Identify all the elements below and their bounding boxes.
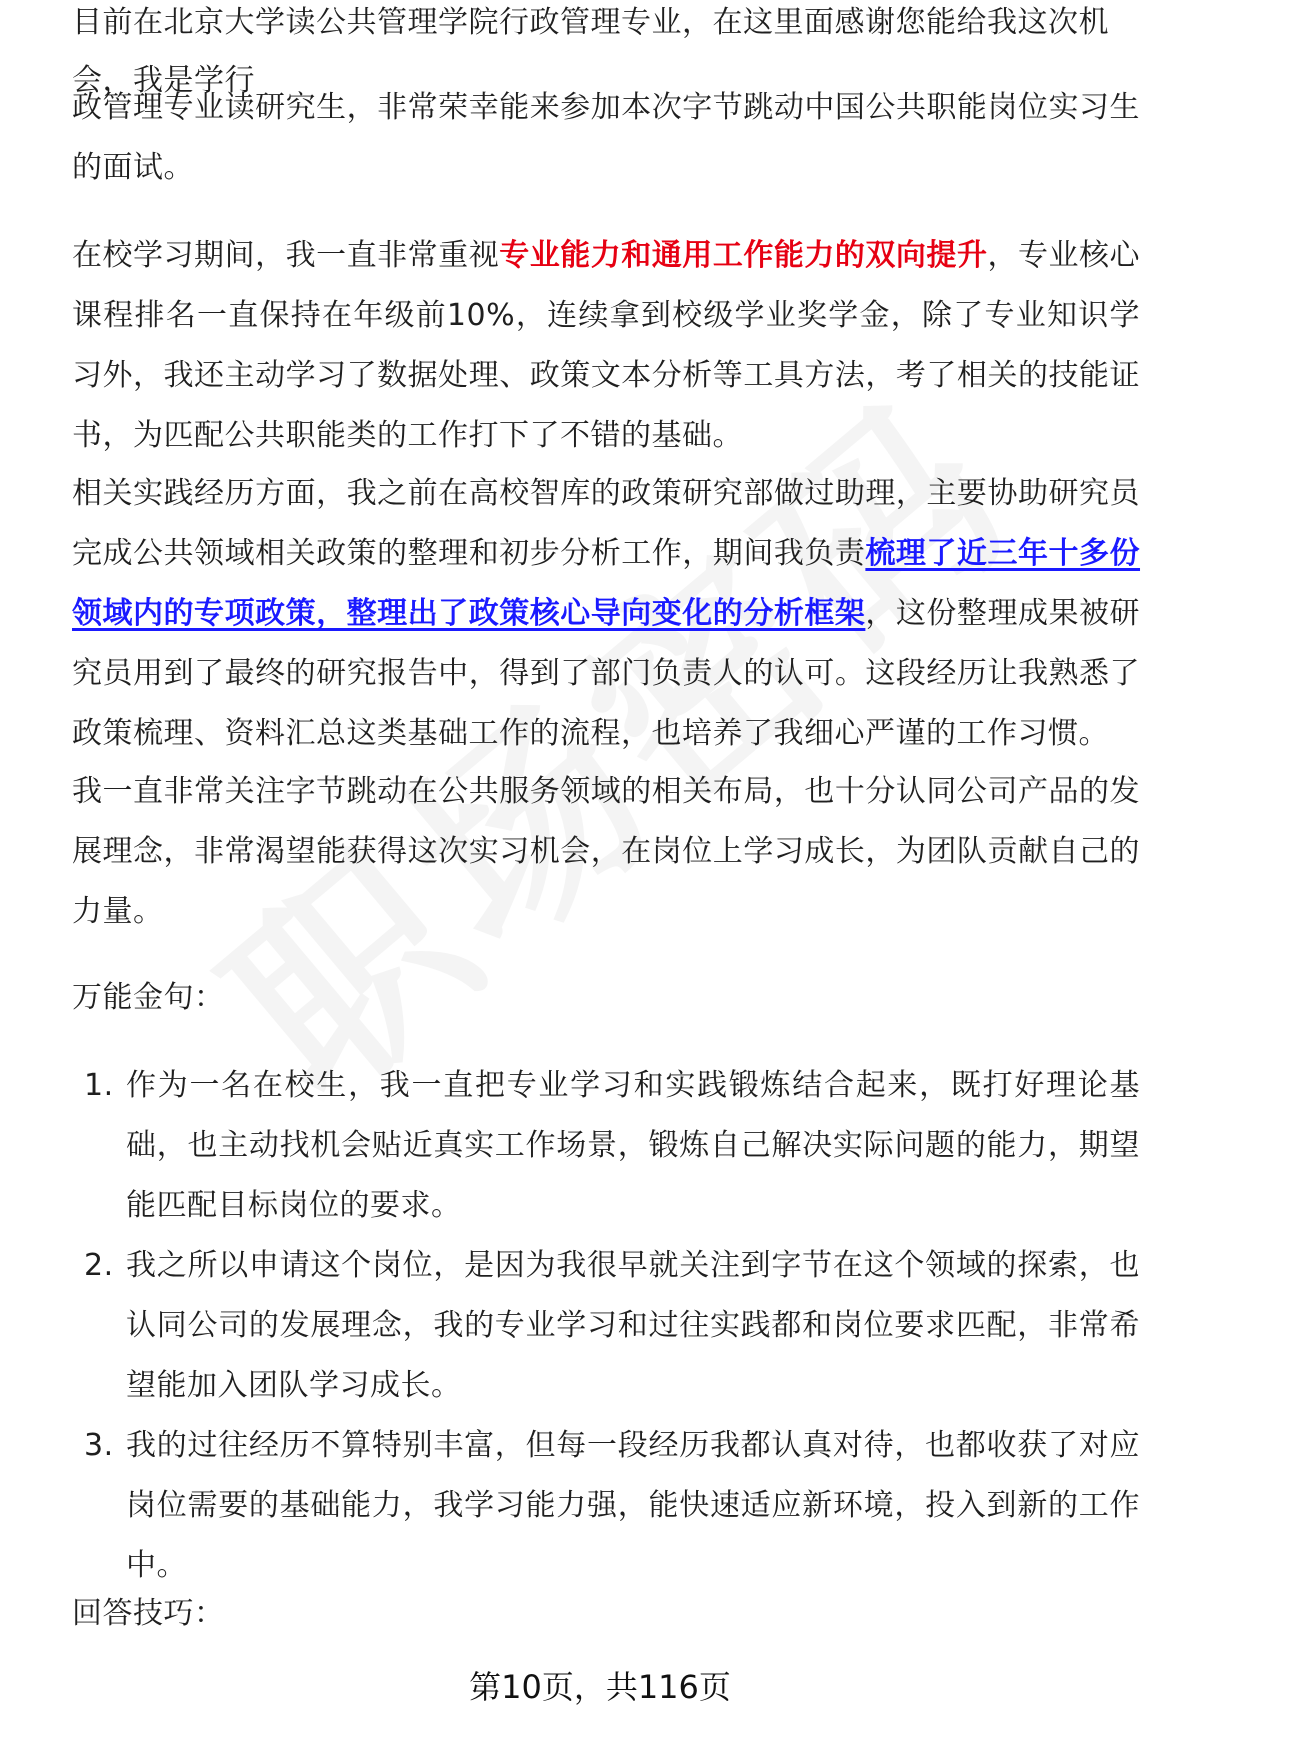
- list-item: [86, 1056, 1140, 1236]
- universal-list: [86, 1056, 1140, 1596]
- study-highlight: 专业能力和通用工作能力的双向提升: [499, 238, 988, 273]
- list-item-text: 我之所以申请这个岗位，是因为我很早就关注到字节在这个领域的探索，也认同公司的发展理念，我的专业学习和过往实践都和岗位要求匹配，非常希望能加入团队学习成长。: [126, 1248, 1140, 1403]
- cut-off-top-line: 目前在北京大学读公共管理学院行政管理专业，在这里面感谢您能给我这次机会，我是学行: [72, 5, 1109, 98]
- focus-paragraph: 我一直非常关注字节跳动在公共服务领域的相关布局，也十分认同公司产品的发展理念，非常渴望能获得这次实习机会，在岗位上学习成长，为团队贡献自己的力量。: [72, 774, 1140, 929]
- list-item-number: 2.: [84, 1248, 114, 1283]
- list-item: [86, 1236, 1140, 1416]
- practice-text-after: ，这份整理成果被研究员用到了最终的研究报告中，得到了部门负责人的认可。这段经历让我熟悉了政策梳理、资料汇总这类基础工作的流程，也培养了我细心严谨的工作习惯。: [72, 596, 1141, 751]
- section-title-tips: 回答技巧：: [72, 1596, 225, 1631]
- list-item-text: 作为一名在校生，我一直把专业学习和实践锻炼结合起来，既打好理论基础，也主动找机会贴近真实工作场景，锻炼自己解决实际问题的能力，期望能匹配目标岗位的要求。: [126, 1068, 1140, 1223]
- intro-paragraph: 政管理专业读研究生，非常荣幸能来参加本次字节跳动中国公共职能岗位实习生的面试。: [72, 90, 1140, 185]
- practice-paragraph: [72, 464, 1140, 764]
- study-text-after: ，专业核心课程排名一直保持在年级前10%，连续拿到校级学业奖学金，除了专业知识学习外，我还主动学习了数据处理、政策文本分析等工具方法，考了相关的技能证书，为匹配公共职能类的工作打下了不错的基础。: [72, 238, 1141, 453]
- list-item-number: 1.: [84, 1068, 114, 1103]
- list-item: [86, 1416, 1140, 1596]
- study-text-before: 在校学习期间，我一直非常重视: [72, 238, 500, 273]
- page-footer: 第10页，共116页: [469, 1668, 731, 1706]
- section-title-universal: 万能金句：: [72, 980, 225, 1015]
- practice-text-before: 相关实践经历方面，我之前在高校智库的政策研究部做过助理，主要协助研究员完成公共领域相关政策的整理和初步分析工作，期间我负责: [72, 476, 1140, 571]
- practice-highlight: 梳理了近三年十多份领域内的专项政策，整理出了政策核心导向变化的分析框架: [72, 536, 1141, 631]
- list-item-number: 3.: [84, 1428, 114, 1463]
- study-paragraph: [72, 226, 1140, 466]
- list-item-text: 我的过往经历不算特别丰富，但每一段经历我都认真对待，也都收获了对应岗位需要的基础能力，我学习能力强，能快速适应新环境，投入到新的工作中。: [126, 1428, 1140, 1583]
